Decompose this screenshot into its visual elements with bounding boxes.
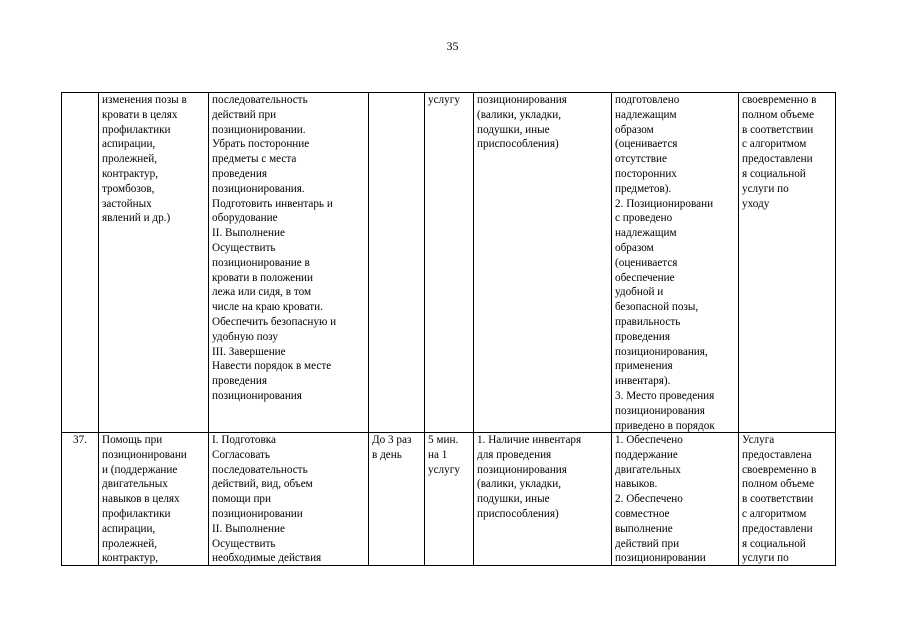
conditions-cell: позиционирования (валики, укладки, подушки, иные приспособления) — [474, 93, 612, 433]
row-number-cell: 37. — [62, 433, 99, 566]
duration-cell: 5 мин. на 1 услугу — [425, 433, 474, 566]
table-row — [62, 93, 836, 433]
services-table — [61, 92, 836, 566]
evaluation-cell: Услуга предоставлена своевременно в полном объеме в соответствии с алгоритмом предоставлени я социальной услуги по — [739, 433, 836, 566]
service-name-cell: изменения позы в кровати в целях профилактики аспирации, пролежней, контрактур, тромбозов, застойных явлений и др.) — [99, 93, 209, 433]
conditions-cell: 1. Наличие инвентаря для проведения позиционирования (валики, укладки, подушки, иные приспособления) — [474, 433, 612, 566]
service-content-cell: последовательность действий при позиционировании. Убрать посторонние предметы с места проведения позиционирования. Подготовить инвентарь и оборудование II. Выполнение Осуществить позиционирование в кровати в положении лежа или сидя, в том числе на краю кровати. Обеспечить безопасную и удобную позу III. Завершение Навести порядок в месте проведения позиционирования — [209, 93, 369, 433]
service-name-cell: Помощь при позиционировани и (поддержание двигательных навыков в целях профилактики аспирации, пролежней, контрактур, — [99, 433, 209, 566]
frequency-cell — [369, 93, 425, 433]
service-content-cell: I. Подготовка Согласовать последовательность действий, вид, объем помощи при позиционировании II. Выполнение Осуществить необходимые действия — [209, 433, 369, 566]
row-number-cell — [62, 93, 99, 433]
page-number: 35 — [446, 39, 459, 53]
quality-indicators-cell: подготовлено надлежащим образом (оценивается отсутствие посторонних предметов). 2. Позиционировани с проведено надлежащим образом (оценивается обеспечение удобной и безопасной позы, правильность проведения позиционирования, применения инвентаря). 3. Место проведения позиционирования приведено в порядок — [612, 93, 739, 433]
quality-indicators-cell: 1. Обеспечено поддержание двигательных навыков. 2. Обеспечено совместное выполнение действий при позиционировании — [612, 433, 739, 566]
duration-cell: услугу — [425, 93, 474, 433]
table-row — [62, 433, 836, 566]
evaluation-cell: своевременно в полном объеме в соответствии с алгоритмом предоставлени я социальной услуги по уходу — [739, 93, 836, 433]
frequency-cell: До 3 раз в день — [369, 433, 425, 566]
